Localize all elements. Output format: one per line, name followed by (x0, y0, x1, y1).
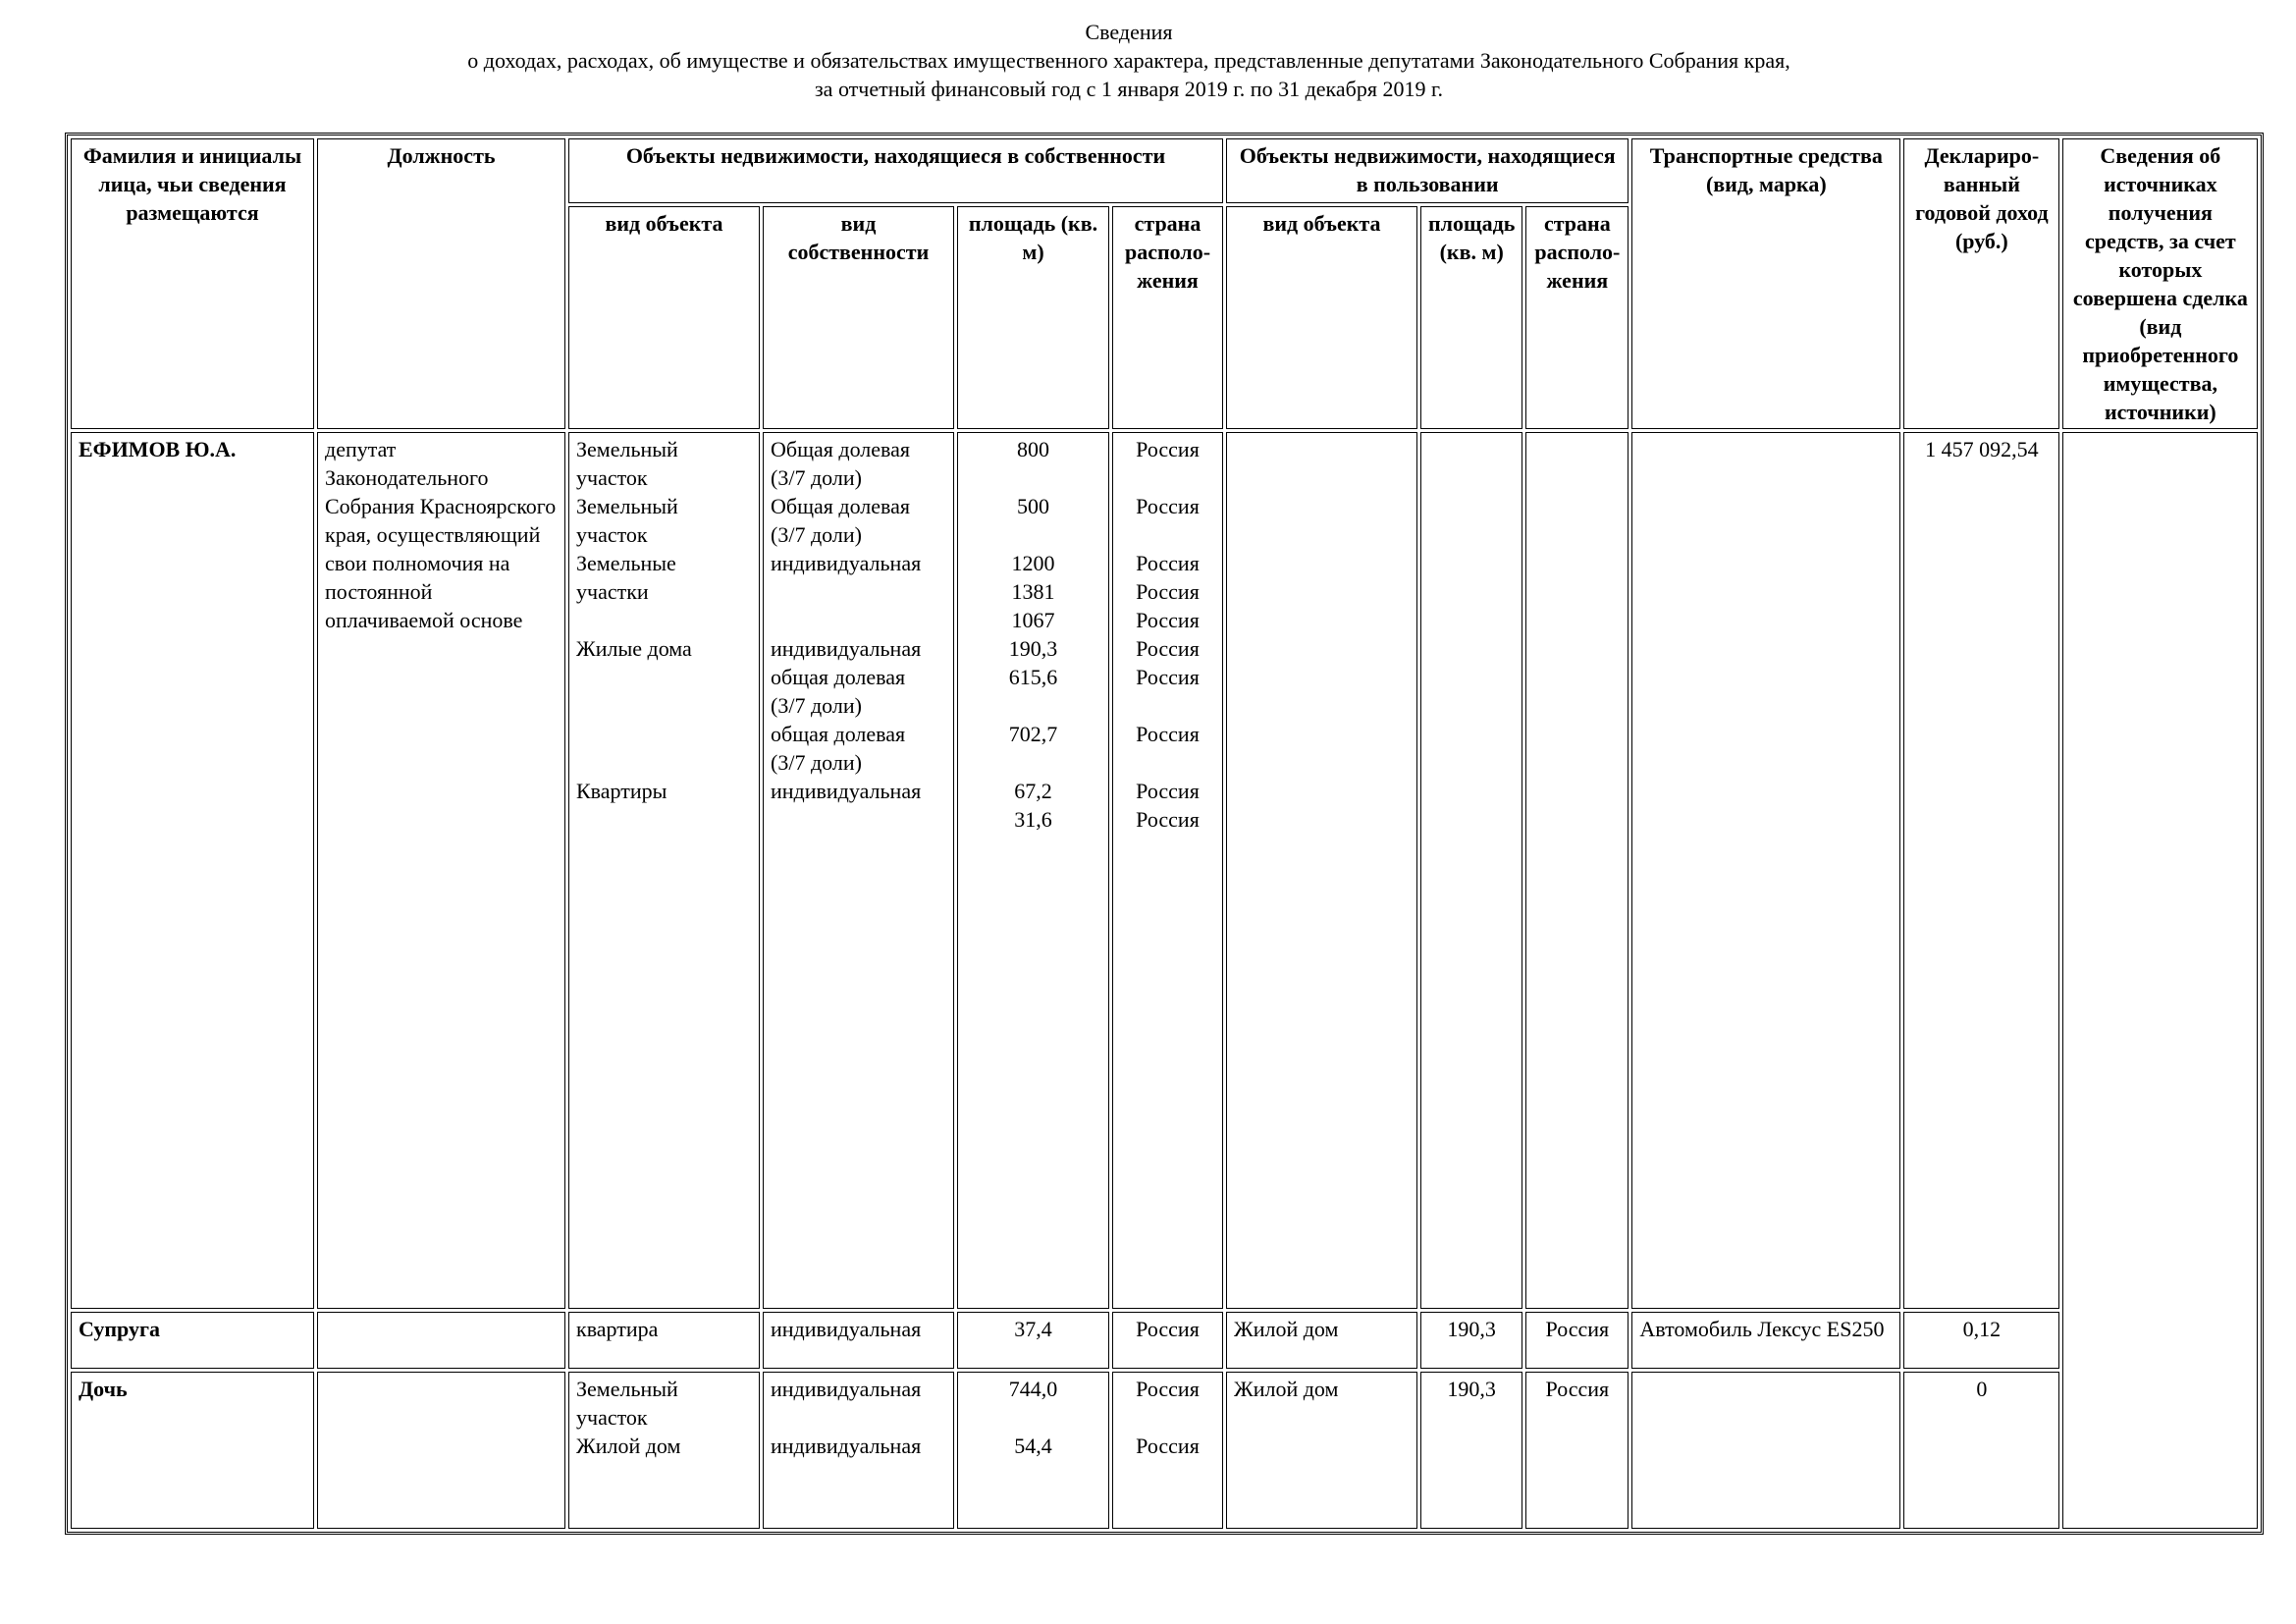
owned-area-line (965, 1403, 1101, 1432)
owned-type-line: Земельный (576, 494, 678, 518)
owned-country-line (1120, 748, 1215, 777)
owned-type-line: Жилой дом (576, 1434, 681, 1458)
owned-type-line: участок (576, 522, 648, 547)
owned-ownership-line: общая долевая (771, 665, 906, 689)
owned-type-line: Жилые дома (576, 636, 692, 661)
used-area-cell: 190,3 (1420, 1312, 1522, 1369)
owned-area-line: 744,0 (1008, 1377, 1058, 1401)
used-country-cell (1525, 432, 1629, 1309)
col-header-owned-ownership: вид собственности (763, 206, 954, 429)
owned-type-cell (568, 1312, 760, 1369)
owned-type-line: участок (576, 465, 648, 490)
owned-area-line (965, 748, 1101, 777)
owned-type-line: Земельные (576, 551, 676, 575)
owned-ownership-line: индивидуальная (771, 1377, 922, 1401)
transport-cell (1631, 432, 1900, 1309)
owned-ownership-line: общая долевая (771, 722, 906, 746)
owned-ownership-line: (3/7 доли) (771, 465, 862, 490)
used-type-cell (1226, 432, 1417, 1309)
owned-area-line (965, 520, 1101, 549)
owned-country-line (1120, 463, 1215, 492)
col-header-sources: Сведения об источниках получения средств, за счет которых совершена сделка (вид приобретенного имущества, источники) (2062, 138, 2258, 429)
owned-country-cell (1112, 1312, 1223, 1369)
col-header-used-type: вид объекта (1226, 206, 1417, 429)
title-line-3: за отчетный финансовый год с 1 января 2019 г. по 31 декабря 2019 г. (814, 77, 1444, 101)
owned-area-line: 31,6 (1014, 807, 1052, 832)
declaration-table-frame (65, 133, 2264, 1535)
position-cell (317, 1312, 565, 1369)
owned-type-line (576, 663, 752, 691)
owned-type-line: Земельный (576, 1377, 678, 1401)
table-row (71, 1372, 2258, 1529)
owned-country-line (1120, 520, 1215, 549)
used-type-cell: Жилой дом (1226, 1372, 1417, 1529)
owned-ownership-line: (3/7 доли) (771, 693, 862, 718)
owned-area-line: 800 (1017, 437, 1049, 461)
owned-area-line: 702,7 (1008, 722, 1058, 746)
owned-country-line: Россия (1136, 1317, 1200, 1341)
owned-ownership-line: (3/7 доли) (771, 522, 862, 547)
used-country-cell: Россия (1525, 1372, 1629, 1529)
col-header-owned-group: Объекты недвижимости, находящиеся в собственности (568, 138, 1223, 203)
owned-area-line: 54,4 (1014, 1434, 1052, 1458)
owned-ownership-line (771, 1403, 946, 1432)
col-header-used-group: Объекты недвижимости, находящиеся в пользовании (1226, 138, 1629, 203)
owned-country-line: Россия (1136, 779, 1200, 803)
position-cell (317, 1372, 565, 1529)
owned-country-line: Россия (1136, 636, 1200, 661)
owned-type-line: Земельный (576, 437, 678, 461)
owned-ownership-line: индивидуальная (771, 1317, 922, 1341)
owned-area-line: 1067 (1011, 608, 1055, 632)
income-cell: 0 (1903, 1372, 2059, 1529)
used-area-cell: 190,3 (1420, 1372, 1522, 1529)
owned-area-cell (957, 432, 1109, 1309)
owned-ownership-line: (3/7 доли) (771, 750, 862, 775)
used-area-cell (1420, 432, 1522, 1309)
owned-country-line: Россия (1136, 551, 1200, 575)
owned-type-line (576, 606, 752, 634)
owned-country-line: Россия (1136, 608, 1200, 632)
owned-country-line: Россия (1136, 579, 1200, 604)
owned-country-cell (1112, 432, 1223, 1309)
declaration-table (68, 135, 2261, 1532)
income-cell: 0,12 (1903, 1312, 2059, 1369)
owned-country-line: Россия (1136, 1434, 1200, 1458)
owned-area-line: 1200 (1011, 551, 1055, 575)
col-header-transport: Транспортные средства (вид, марка) (1631, 138, 1900, 429)
col-header-owned-country: страна располо-жения (1112, 206, 1223, 429)
person-name-cell: ЕФИМОВ Ю.А. (71, 432, 314, 1309)
owned-ownership-line: Общая долевая (771, 494, 911, 518)
col-header-owned-area: площадь (кв. м) (957, 206, 1109, 429)
owned-area-line (965, 463, 1101, 492)
title-line-1: Сведения (1085, 20, 1173, 44)
transport-cell: Автомобиль Лексус ES250 (1631, 1312, 1900, 1369)
used-type-cell: Жилой дом (1226, 1312, 1417, 1369)
owned-area-line (965, 691, 1101, 720)
owned-area-cell (957, 1372, 1109, 1529)
table-row (71, 1312, 2258, 1369)
owned-type-line (576, 691, 752, 720)
col-header-income: Деклариро-ванный годовой доход (руб.) (1903, 138, 2059, 429)
position-cell: депутат Законодательного Собрания Красноярского края, осуществляющий свои полномочия на постоянной оплачиваемой основе (317, 432, 565, 1309)
sources-cell (2062, 432, 2258, 1529)
owned-ownership-line: индивидуальная (771, 779, 922, 803)
owned-type-line: квартира (576, 1317, 659, 1341)
owned-area-line: 615,6 (1008, 665, 1058, 689)
owned-country-cell (1112, 1372, 1223, 1529)
owned-type-line: Квартиры (576, 779, 667, 803)
owned-type-line: участки (576, 579, 649, 604)
col-header-used-area: площадь (кв. м) (1420, 206, 1522, 429)
owned-ownership-cell (763, 432, 954, 1309)
owned-area-cell (957, 1312, 1109, 1369)
income-cell: 1 457 092,54 (1903, 432, 2059, 1309)
person-name-cell: Супруга (71, 1312, 314, 1369)
owned-country-line: Россия (1136, 722, 1200, 746)
owned-ownership-line: индивидуальная (771, 551, 922, 575)
owned-country-line: Россия (1136, 665, 1200, 689)
owned-ownership-line: индивидуальная (771, 1434, 922, 1458)
owned-country-line (1120, 691, 1215, 720)
owned-type-line (576, 805, 752, 834)
owned-area-line: 67,2 (1014, 779, 1052, 803)
owned-type-cell (568, 432, 760, 1309)
col-header-used-country: страна располо-жения (1525, 206, 1629, 429)
owned-ownership-cell (763, 1372, 954, 1529)
table-row (71, 432, 2258, 1309)
person-name-cell: Дочь (71, 1372, 314, 1529)
owned-area-line: 190,3 (1008, 636, 1058, 661)
used-country-cell: Россия (1525, 1312, 1629, 1369)
document-title (0, 18, 2258, 103)
owned-country-line: Россия (1136, 807, 1200, 832)
owned-type-line: участок (576, 1405, 648, 1430)
owned-type-cell (568, 1372, 760, 1529)
owned-country-line (1120, 1403, 1215, 1432)
owned-ownership-cell (763, 1312, 954, 1369)
owned-ownership-line: Общая долевая (771, 437, 911, 461)
header-row-1 (71, 138, 2258, 203)
owned-area-line: 500 (1017, 494, 1049, 518)
owned-country-line: Россия (1136, 1377, 1200, 1401)
transport-cell (1631, 1372, 1900, 1529)
owned-country-line: Россия (1136, 437, 1200, 461)
col-header-position: Должность (317, 138, 565, 429)
col-header-owned-type: вид объекта (568, 206, 760, 429)
title-line-2: о доходах, расходах, об имуществе и обязательствах имущественного характера, представленные депутатами Законодательного Собрания края, (467, 48, 1790, 73)
owned-ownership-line: индивидуальная (771, 636, 922, 661)
owned-country-line: Россия (1136, 494, 1200, 518)
owned-ownership-line (771, 805, 946, 834)
owned-ownership-line (771, 577, 946, 606)
col-header-name: Фамилия и инициалы лица, чьи сведения размещаются (71, 138, 314, 429)
owned-type-line (576, 720, 752, 748)
owned-ownership-line (771, 606, 946, 634)
owned-area-line: 37,4 (1014, 1317, 1052, 1341)
owned-type-line (576, 748, 752, 777)
owned-area-line: 1381 (1011, 579, 1055, 604)
